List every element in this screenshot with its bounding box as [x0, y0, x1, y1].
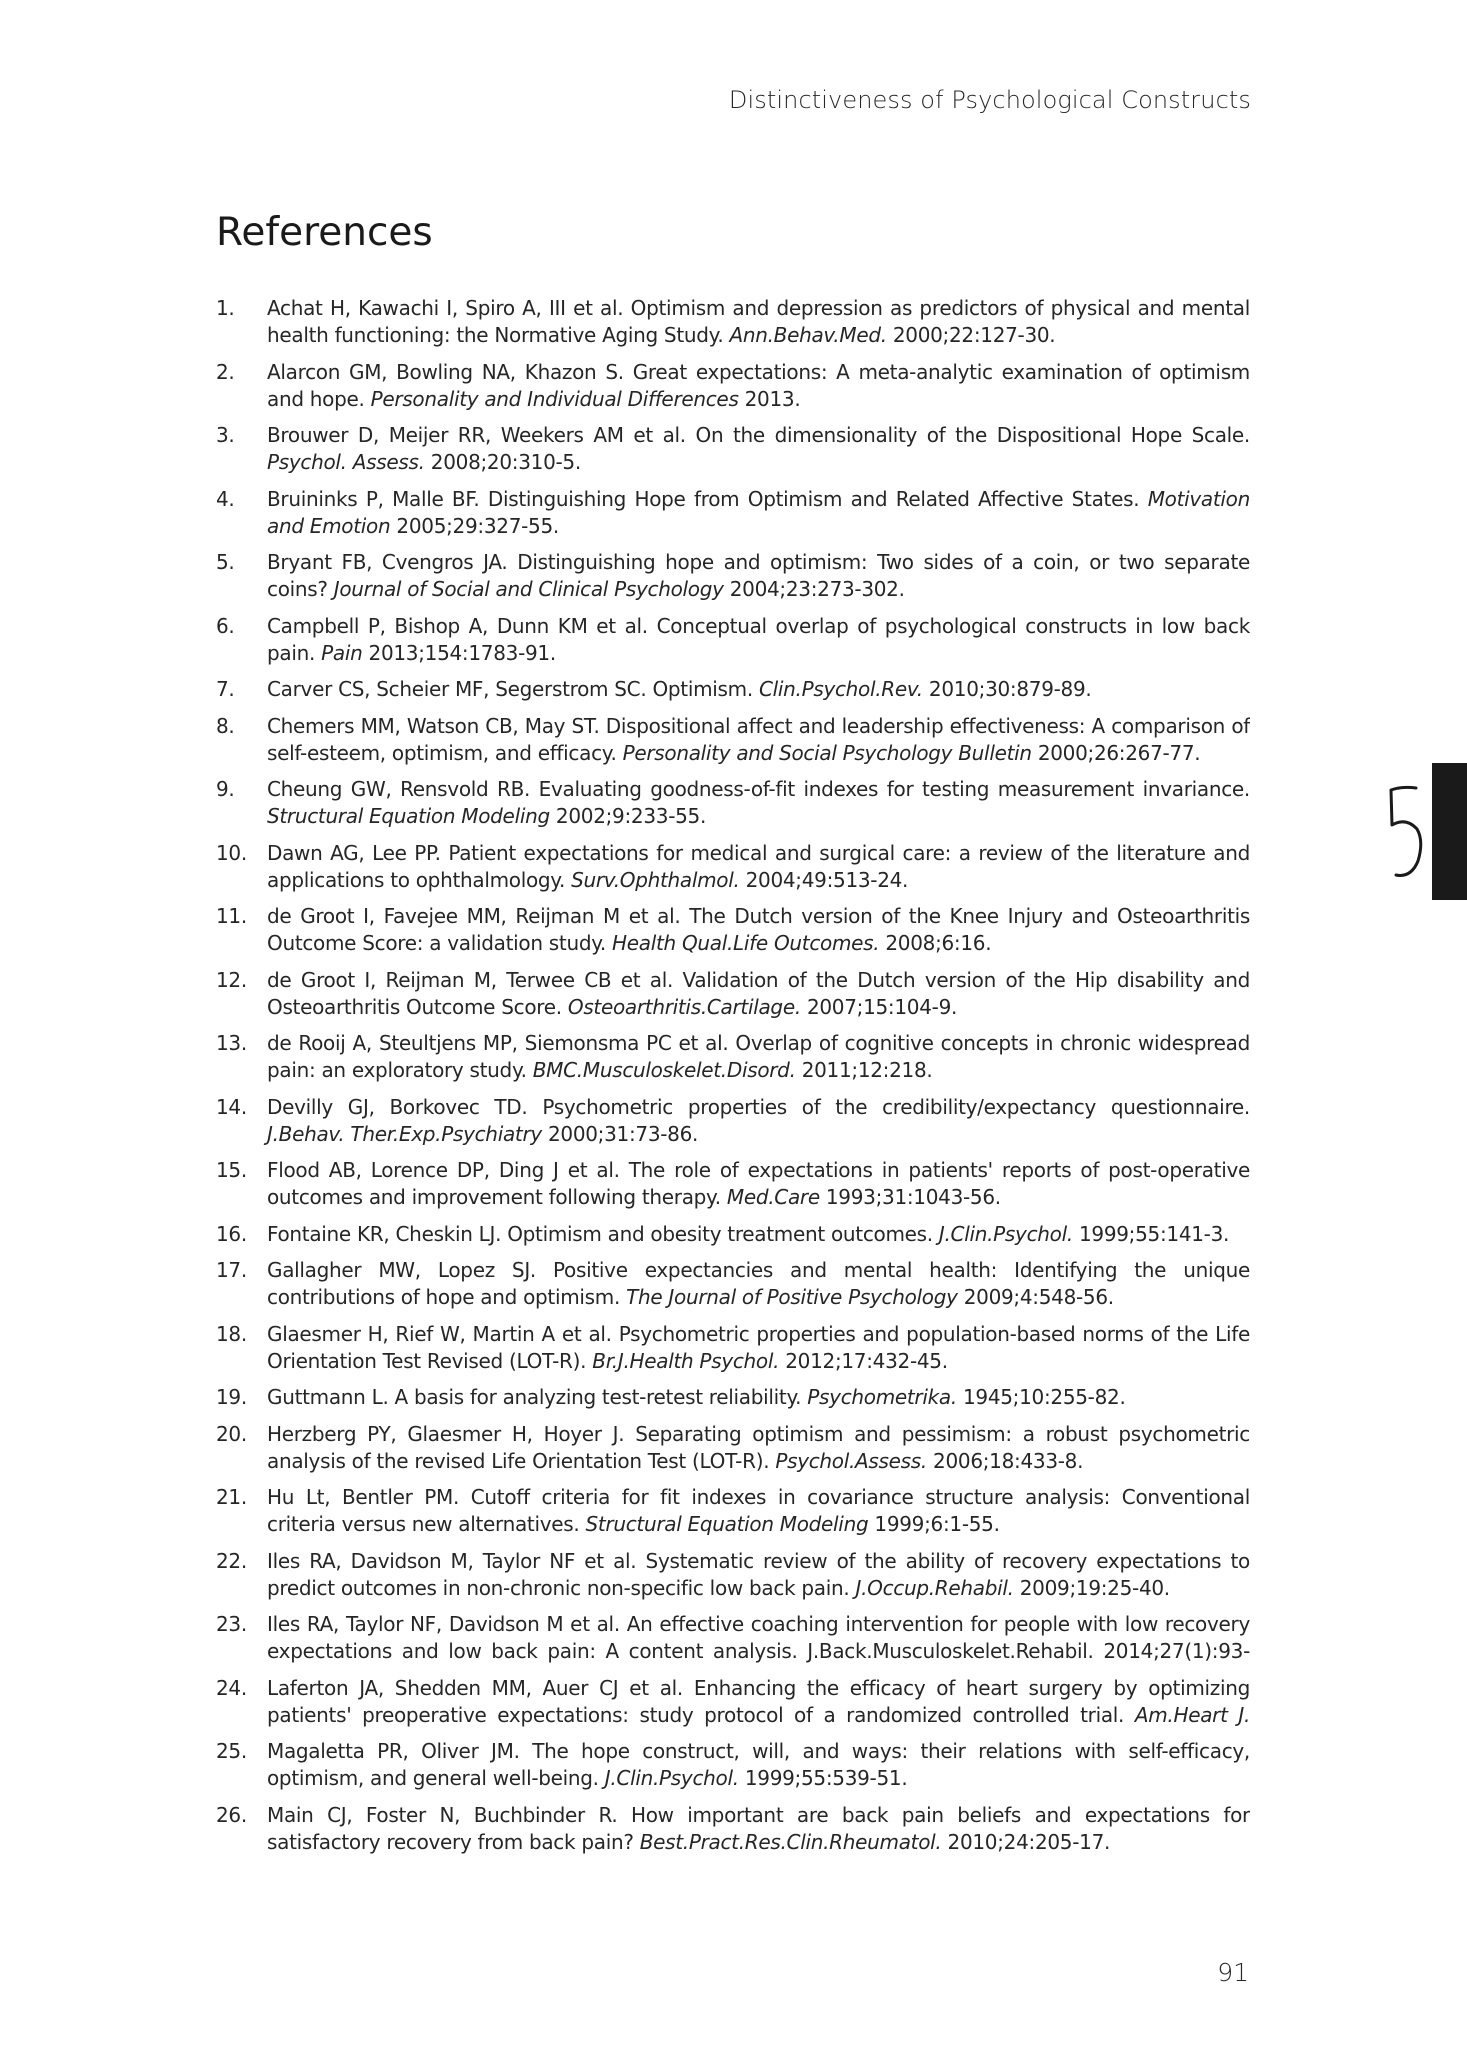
reference-item	[216, 549, 1250, 603]
reference-citation: 2000;22:127-30.	[886, 323, 1056, 347]
reference-text: Cheung GW, Rensvold RB. Evaluating goodness-of-fit indexes for testing measurement invariance.	[267, 777, 1250, 801]
reference-number: 23.	[216, 1612, 247, 1636]
reference-item	[216, 1094, 1250, 1148]
reference-text: de Groot I, Reijman M, Terwee CB et al. Validation of the Dutch version of the Hip disability and Osteoarthritis Outcome Score.	[267, 967, 1250, 1019]
reference-item	[216, 713, 1250, 767]
reference-number: 9.	[216, 777, 235, 801]
page-number: 91	[1217, 1958, 1249, 1987]
reference-text: Bryant FB, Cvengros JA. Distinguishing hope and optimism: Two sides of a coin, or two separate coins?	[267, 550, 1250, 601]
reference-journal: J.Behav. Ther.Exp.Psychiatry	[267, 1121, 542, 1146]
reference-text: Devilly GJ, Borkovec TD. Psychometric properties of the credibility/expectancy questionnaire.	[267, 1094, 1250, 1119]
reference-text: Campbell P, Bishop A, Dunn KM et al. Conceptual overlap of psychological constructs in low back pain.	[267, 613, 1250, 665]
reference-citation: 1999;55:539-51.	[738, 1766, 908, 1790]
reference-citation: 2008;6:16.	[879, 931, 992, 955]
reference-journal: Pain	[321, 640, 363, 665]
reference-item	[216, 1157, 1250, 1211]
reference-text: Chemers MM, Watson CB, May ST. Dispositional affect and leadership effectiveness: A comparison of self-esteem, optimism, and efficacy.	[267, 713, 1250, 765]
reference-journal: Journal of Social and Clinical Psychology	[333, 577, 724, 601]
reference-number: 26.	[216, 1802, 247, 1827]
reference-number: 8.	[216, 713, 235, 738]
reference-citation: 1999;6:1-55.	[868, 1512, 1000, 1536]
reference-text: de Rooij A, Steultjens MP, Siemonsma PC et al. Overlap of cognitive concepts in chronic widespread pain: an exploratory study.	[267, 1031, 1250, 1082]
reference-number: 3.	[216, 423, 235, 447]
reference-text: Bruininks P, Malle BF. Distinguishing Hope from Optimism and Related Affective States.	[267, 486, 1148, 511]
reference-number: 25.	[216, 1739, 247, 1763]
reference-journal: The Journal of Positive Psychology	[626, 1285, 958, 1309]
reference-item	[216, 1384, 1250, 1411]
reference-text: Gallagher MW, Lopez SJ. Positive expectancies and mental health: Identifying the unique contributions of hope and optimism.	[267, 1258, 1250, 1309]
reference-text: Iles RA, Davidson M, Taylor NF et al. Systematic review of the ability of recovery expectations to predict outcomes in non-chronic non-specific low back pain.	[267, 1548, 1250, 1600]
reference-citation: 2005;29:327-55.	[390, 513, 559, 538]
reference-citation: 1993;31:1043-56.	[819, 1185, 1001, 1209]
reference-item	[216, 1257, 1250, 1311]
reference-number: 19.	[216, 1385, 247, 1409]
reference-journal: Psychometrika.	[807, 1385, 957, 1409]
reference-journal: BMC.Musculoskelet.Disord.	[532, 1058, 796, 1082]
reference-journal: Motivation and Emotion	[267, 486, 1250, 538]
reference-citation: 2007;15:104-9.	[800, 994, 958, 1019]
reference-item	[216, 967, 1250, 1021]
reference-citation: 2008;20:310-5.	[424, 450, 581, 474]
reference-number: 20.	[216, 1421, 247, 1446]
reference-item	[216, 840, 1250, 894]
reference-text: Carver CS, Scheier MF, Segerstrom SC. Optimism.	[267, 677, 759, 701]
reference-item	[216, 1738, 1250, 1792]
reference-text: Laferton JA, Shedden MM, Auer CJ et al. Enhancing the efficacy of heart surgery by optimizing patients' preoperative expectations: study protocol of a randomized controlled trial.	[267, 1675, 1250, 1727]
reference-citation: 1999;55:141-3.	[1072, 1221, 1230, 1246]
chapter-number-5	[1386, 783, 1426, 883]
reference-journal: Am.Heart J.	[1134, 1702, 1250, 1727]
reference-number: 6.	[216, 613, 235, 638]
reference-journal: Structural Equation Modeling	[585, 1512, 869, 1536]
reference-text: Flood AB, Lorence DP, Ding J et al. The role of expectations in patients' reports of post-operative outcomes and improvement following therapy.	[267, 1158, 1250, 1209]
reference-citation: 2010;24:205-17.	[941, 1829, 1111, 1854]
reference-number: 4.	[216, 486, 235, 511]
reference-item	[216, 1221, 1250, 1248]
reference-item	[216, 1484, 1250, 1538]
reference-journal: Personality and Individual Differences	[370, 386, 739, 411]
reference-journal: J.Occup.Rehabil.	[855, 1575, 1014, 1600]
reference-number: 14.	[216, 1094, 247, 1119]
reference-number: 1.	[216, 296, 235, 320]
reference-text: Herzberg PY, Glaesmer H, Hoyer J. Separating optimism and pessimism: a robust psychometric analysis of the revised Life Orientation Test (LOT-R).	[267, 1421, 1250, 1473]
reference-item	[216, 676, 1250, 703]
reference-journal: Structural Equation Modeling	[267, 804, 550, 828]
reference-citation: 2013.	[738, 386, 801, 411]
reference-number: 5.	[216, 550, 235, 574]
reference-text: Magaletta PR, Oliver JM. The hope construct, will, and ways: their relations with self-efficacy, optimism, and general well-being.	[267, 1739, 1250, 1790]
reference-item	[216, 1611, 1250, 1665]
reference-item	[216, 903, 1250, 957]
reference-number: 11.	[216, 904, 247, 928]
reference-citation: 2010;30:879-89.	[922, 677, 1092, 701]
reference-number: 24.	[216, 1675, 247, 1700]
reference-number: 17.	[216, 1258, 247, 1282]
reference-number: 7.	[216, 677, 235, 701]
reference-citation: 2006;18:433-8.	[926, 1448, 1084, 1473]
reference-journal: Best.Pract.Res.Clin.Rheumatol.	[639, 1829, 942, 1854]
reference-item	[216, 776, 1250, 830]
reference-text: Achat H, Kawachi I, Spiro A, III et al. Optimism and depression as predictors of physical and mental health functioning: the Normative Aging Study.	[267, 296, 1250, 347]
reference-text: Guttmann L. A basis for analyzing test-retest reliability.	[267, 1385, 808, 1409]
reference-number: 10.	[216, 840, 247, 865]
reference-text: Dawn AG, Lee PP. Patient expectations for medical and surgical care: a review of the literature and applications to ophthalmology.	[267, 840, 1250, 892]
reference-citation: 2004;49:513-24.	[739, 867, 909, 892]
reference-citation: 2000;31:73-86.	[541, 1121, 699, 1146]
reference-item	[216, 1030, 1250, 1084]
reference-text: Brouwer D, Meijer RR, Weekers AM et al. On the dimensionality of the Dispositional Hope Scale.	[267, 423, 1250, 447]
reference-list	[216, 295, 1250, 1865]
reference-text: Alarcon GM, Bowling NA, Khazon S. Great expectations: A meta-analytic examination of optimism and hope.	[267, 359, 1250, 411]
reference-citation: 2004;23:273-302.	[723, 577, 905, 601]
reference-item	[216, 1802, 1250, 1856]
reference-text: Fontaine KR, Cheskin LJ. Optimism and obesity treatment outcomes.	[267, 1221, 939, 1246]
reference-item	[216, 1321, 1250, 1375]
reference-citation: 2009;19:25-40.	[1013, 1575, 1170, 1600]
reference-number: 12.	[216, 967, 247, 992]
reference-citation: 2013;154:1783-91.	[362, 640, 556, 665]
reference-number: 15.	[216, 1158, 247, 1182]
reference-item	[216, 1675, 1250, 1729]
reference-item	[216, 1548, 1250, 1602]
reference-journal: Br.J.Health Psychol.	[592, 1348, 780, 1373]
reference-citation: 1945;10:255-82.	[956, 1385, 1126, 1409]
reference-journal: Osteoarthritis.Cartilage.	[567, 994, 801, 1019]
reference-journal: Personality and Social Psychology Bulletin	[622, 740, 1032, 765]
reference-citation: 2000;26:267-77.	[1031, 740, 1201, 765]
reference-journal: Surv.Ophthalmol.	[571, 867, 740, 892]
reference-journal: J.Clin.Psychol.	[938, 1221, 1073, 1246]
reference-item	[216, 295, 1250, 349]
reference-item	[216, 1421, 1250, 1475]
reference-journal: Ann.Behav.Med.	[729, 323, 887, 347]
reference-number: 13.	[216, 1031, 247, 1055]
reference-text: Main CJ, Foster N, Buchbinder R. How important are back pain beliefs and expectations for satisfactory recovery from back pain?	[267, 1802, 1250, 1854]
running-header: Distinctiveness of Psychological Constructs	[728, 86, 1251, 114]
reference-text: de Groot I, Favejee MM, Reijman M et al. The Dutch version of the Knee Injury and Osteoarthritis Outcome Score: a validation study.	[267, 904, 1250, 955]
reference-text: Hu Lt, Bentler PM. Cutoff criteria for fit indexes in covariance structure analysis: Conventional criteria versus new alternatives.	[267, 1485, 1250, 1536]
reference-citation: 2011;12:218.	[795, 1058, 933, 1082]
chapter-tab	[1432, 763, 1467, 900]
reference-citation: 2009;4:548-56.	[957, 1285, 1114, 1309]
reference-journal: Psychol.Assess.	[775, 1448, 927, 1473]
reference-journal: J.Clin.Psychol.	[604, 1766, 739, 1790]
reference-number: 18.	[216, 1321, 247, 1346]
reference-number: 2.	[216, 359, 235, 384]
reference-text: Iles RA, Taylor NF, Davidson M et al. An effective coaching intervention for people with low recovery expectations and low back pain: A content analysis. J.Back.Musculoskelet.Rehabil. 2014;27(1):93-	[267, 1612, 1250, 1663]
reference-journal: Med.Care	[726, 1185, 820, 1209]
reference-item	[216, 486, 1250, 540]
section-title: References	[216, 210, 433, 255]
reference-item	[216, 613, 1250, 667]
reference-citation: 2002;9:233-55.	[549, 804, 707, 828]
reference-number: 16.	[216, 1221, 247, 1246]
reference-number: 22.	[216, 1548, 247, 1573]
reference-journal: Psychol. Assess.	[267, 450, 425, 474]
reference-text: Glaesmer H, Rief W, Martin A et al. Psychometric properties and population-based norms of the Life Orientation Test Revised (LOT-R).	[267, 1321, 1250, 1373]
reference-item	[216, 422, 1250, 476]
reference-journal: Clin.Psychol.Rev.	[758, 677, 923, 701]
reference-item	[216, 359, 1250, 413]
reference-citation: 2012;17:432-45.	[779, 1348, 948, 1373]
reference-number: 21.	[216, 1485, 247, 1509]
reference-journal: Health Qual.Life Outcomes.	[612, 931, 880, 955]
